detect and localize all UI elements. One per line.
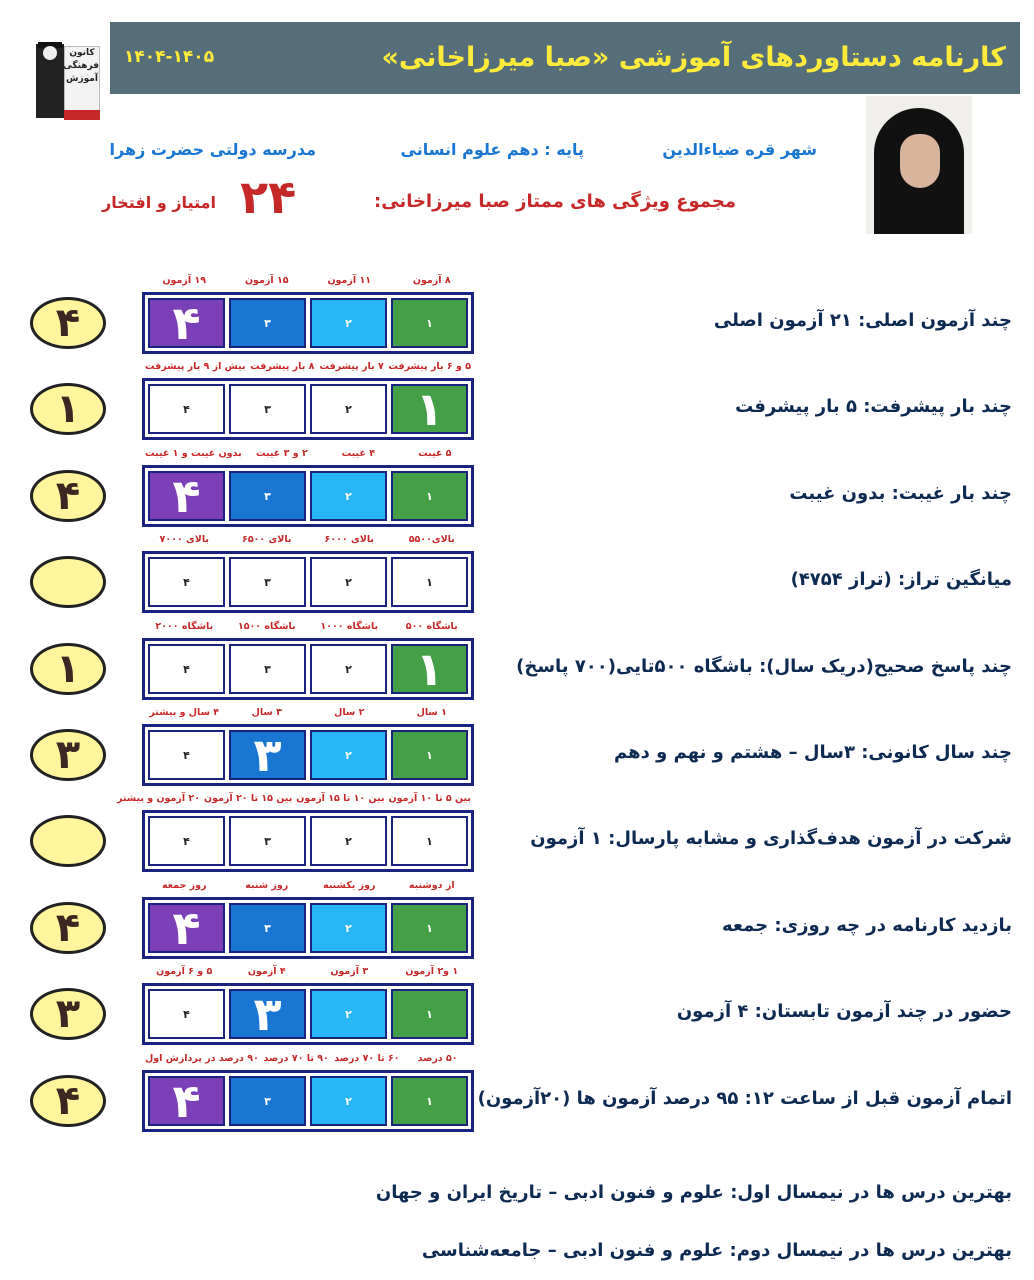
level-cell: ۳ <box>229 1076 306 1126</box>
level-label: ۵۰ درصد <box>417 1053 458 1064</box>
level-label: بین ۱۰ تا ۱۵ آزمون <box>296 793 385 804</box>
level-cell: ۱ <box>391 989 468 1039</box>
row-score-circle: ۳ <box>30 988 106 1040</box>
school-label: مدرسه دولتی حضرت زهرا <box>109 140 316 159</box>
level-label: بیش از ۹ بار پیشرفت <box>145 361 246 372</box>
level-cell: ۳ <box>229 730 306 780</box>
level-label: ۹۰ درصد در پردازش اول <box>145 1053 259 1064</box>
level-cell: ۳ <box>229 816 306 866</box>
level-label: باشگاه ۲۰۰۰ <box>155 621 214 632</box>
level-cell: ۲ <box>310 644 387 694</box>
level-cell: ۴ <box>148 1076 225 1126</box>
row-score-circle: ۴ <box>30 1075 106 1127</box>
level-labels <box>142 966 474 980</box>
level-cell: ۴ <box>148 298 225 348</box>
logo-board <box>64 46 100 112</box>
level-labels <box>142 621 474 635</box>
level-label: ۱ سال <box>416 707 447 718</box>
level-label: ۴ سال و بیشتر <box>149 707 220 718</box>
criterion-text: چند بار پیشرفت: ۵ بار پیشرفت <box>735 396 1012 417</box>
level-cell: ۴ <box>148 730 225 780</box>
level-label: ۶۰ تا ۷۰ درصد <box>334 1053 400 1064</box>
level-cell: ۴ <box>148 644 225 694</box>
level-labels <box>116 793 474 807</box>
level-labels <box>142 448 474 462</box>
level-boxes <box>142 983 474 1045</box>
logo-band <box>64 110 100 120</box>
level-boxes <box>142 810 474 872</box>
best-subjects-second-term: بهترین درس ها در نیمسال دوم: علوم و فنون ادبی – جامعه‌شناسی <box>421 1240 1012 1261</box>
level-cell: ۳ <box>229 298 306 348</box>
criterion-text: چند پاسخ صحیح(دریک سال): باشگاه ۵۰۰تایی(۷۰۰ پاسخ) <box>516 656 1012 677</box>
level-boxes <box>142 551 474 613</box>
level-boxes <box>142 897 474 959</box>
level-label: بین ۵ تا ۱۰ آزمون <box>388 793 471 804</box>
kanoon-logo <box>28 40 100 122</box>
best-subjects-first-term: بهترین درس ها در نیمسال اول: علوم و فنون ادبی – تاریخ ایران و جهان <box>375 1182 1012 1203</box>
level-label: بالای ۷۰۰۰ <box>159 534 209 545</box>
level-cell: ۲ <box>310 471 387 521</box>
level-label: ۳ آزمون <box>330 966 369 977</box>
level-cell: ۳ <box>229 644 306 694</box>
level-cell: ۴ <box>148 384 225 434</box>
criterion-text: چند بار غیبت: بدون غیبت <box>789 483 1012 504</box>
level-cell: ۱ <box>391 644 468 694</box>
level-labels <box>142 1053 474 1067</box>
criterion-text: چند آزمون اصلی: ۲۱ آزمون اصلی <box>713 310 1012 331</box>
level-cell: ۲ <box>310 1076 387 1126</box>
level-cell: ۲ <box>310 903 387 953</box>
level-label: بالای ۶۰۰۰ <box>324 534 374 545</box>
level-boxes <box>142 638 474 700</box>
level-label: ۲ و ۳ غیبت <box>255 448 308 459</box>
level-cell: ۴ <box>148 471 225 521</box>
level-cell: ۲ <box>310 989 387 1039</box>
level-label: ۸ بار پیشرفت <box>250 361 315 372</box>
level-label: ۵ غیبت <box>418 448 452 459</box>
level-cell: ۲ <box>310 730 387 780</box>
graduate-figure-icon <box>36 44 64 118</box>
level-boxes <box>142 724 474 786</box>
level-cell: ۱ <box>391 903 468 953</box>
level-label: باشگاه ۱۵۰۰ <box>237 621 296 632</box>
logo-text-line: فرهنگی <box>63 61 99 71</box>
level-cell: ۳ <box>229 989 306 1039</box>
level-labels <box>142 534 474 548</box>
criterion-text: اتمام آزمون قبل از ساعت ۱۲: ۹۵ درصد آزمون ها (۲۰آزمون) <box>477 1088 1012 1109</box>
logo-text-line: آموزش <box>66 74 98 84</box>
level-label: ۲۰ آزمون و بیشتر <box>116 793 200 804</box>
level-label: روز جمعه <box>162 880 207 891</box>
level-label: بدون غیبت و ۱ غیبت <box>145 448 242 459</box>
level-cell: ۳ <box>229 903 306 953</box>
score-caption: امتیاز و افتخار <box>102 193 216 212</box>
level-labels <box>142 361 474 375</box>
level-cell: ۲ <box>310 816 387 866</box>
level-label: ۱ و۲ آزمون <box>405 966 459 977</box>
level-label: ۴ آزمون <box>247 966 286 977</box>
row-score-circle: ۴ <box>30 470 106 522</box>
criterion-text: میانگین تراز: (تراز ۴۷۵۴) <box>790 569 1012 590</box>
level-cell: ۱ <box>391 557 468 607</box>
row-score-circle: ۴ <box>30 297 106 349</box>
student-photo <box>866 96 972 234</box>
summary-label: مجموع ویژگی های ممتاز صبا میرزاخانی: <box>374 191 736 212</box>
level-cell: ۱ <box>391 816 468 866</box>
total-score: ۲۴ <box>240 170 297 224</box>
level-label: ۱۱ آزمون <box>327 275 372 286</box>
level-boxes <box>142 292 474 354</box>
level-labels <box>142 880 474 894</box>
level-boxes <box>142 1070 474 1132</box>
row-score-circle: ۱ <box>30 383 106 435</box>
level-label: باشگاه ۱۰۰۰ <box>320 621 379 632</box>
level-label: ۲ سال <box>334 707 365 718</box>
level-cell: ۲ <box>310 384 387 434</box>
level-cell: ۴ <box>148 557 225 607</box>
city-label: شهر قره ضیاءالدین <box>662 140 817 159</box>
level-boxes <box>142 465 474 527</box>
level-cell: ۲ <box>310 557 387 607</box>
level-label: ۹۰ تا ۷۰ درصد <box>263 1053 329 1064</box>
row-score-circle: ۳ <box>30 729 106 781</box>
level-cell: ۱ <box>391 471 468 521</box>
level-label: بالای۵۵۰۰ <box>408 534 455 545</box>
level-label: بالای ۶۵۰۰ <box>242 534 292 545</box>
level-cell: ۴ <box>148 816 225 866</box>
level-label: از دوشنبه <box>408 880 455 891</box>
level-label: باشگاه ۵۰۰ <box>405 621 458 632</box>
level-cell: ۱ <box>391 730 468 780</box>
level-labels <box>142 275 474 289</box>
level-cell: ۱ <box>391 1076 468 1126</box>
level-cell: ۳ <box>229 557 306 607</box>
level-label: ۳ سال <box>251 707 282 718</box>
level-label: ۱۹ آزمون <box>162 275 207 286</box>
academic-year: ۱۴۰۴-۱۴۰۵ <box>124 47 215 67</box>
criterion-text: شرکت در آزمون هدف‌گذاری و مشابه پارسال: ۱ آزمون <box>530 828 1012 849</box>
level-label: ۵ و ۶ بار پیشرفت <box>388 361 471 372</box>
level-label: ۴ غیبت <box>341 448 376 459</box>
page-title: کارنامه دستاوردهای آموزشی «صبا میرزاخانی» <box>381 42 1006 73</box>
row-score-circle <box>30 556 106 608</box>
level-cell: ۳ <box>229 471 306 521</box>
level-label: بین ۱۵ تا ۲۰ آزمون <box>204 793 293 804</box>
level-cell: ۴ <box>148 989 225 1039</box>
level-cell: ۱ <box>391 384 468 434</box>
level-cell: ۲ <box>310 298 387 348</box>
grade-label: پایه : دهم علوم انسانی <box>400 140 584 159</box>
criterion-text: حضور در چند آزمون تابستان: ۴ آزمون <box>676 1001 1012 1022</box>
logo-text-line: کانون <box>69 48 95 58</box>
level-cell: ۱ <box>391 298 468 348</box>
level-label: ۷ بار پیشرفت <box>319 361 384 372</box>
level-label: روز شنبه <box>245 880 289 891</box>
level-label: ۵ و ۶ آزمون <box>156 966 213 977</box>
level-cell: ۳ <box>229 384 306 434</box>
row-score-circle <box>30 815 106 867</box>
title-bar <box>110 22 1020 94</box>
level-boxes <box>142 378 474 440</box>
row-score-circle: ۴ <box>30 902 106 954</box>
level-labels <box>142 707 474 721</box>
criterion-text: بازدید کارنامه در چه روزی: جمعه <box>722 915 1012 936</box>
level-label: ۱۵ آزمون <box>244 275 289 286</box>
criterion-text: چند سال کانونی: ۳سال – هشتم و نهم و دهم <box>614 742 1012 763</box>
row-score-circle: ۱ <box>30 643 106 695</box>
level-cell: ۴ <box>148 903 225 953</box>
level-label: روز یکشنبه <box>323 880 376 891</box>
level-label: ۸ آزمون <box>412 275 451 286</box>
